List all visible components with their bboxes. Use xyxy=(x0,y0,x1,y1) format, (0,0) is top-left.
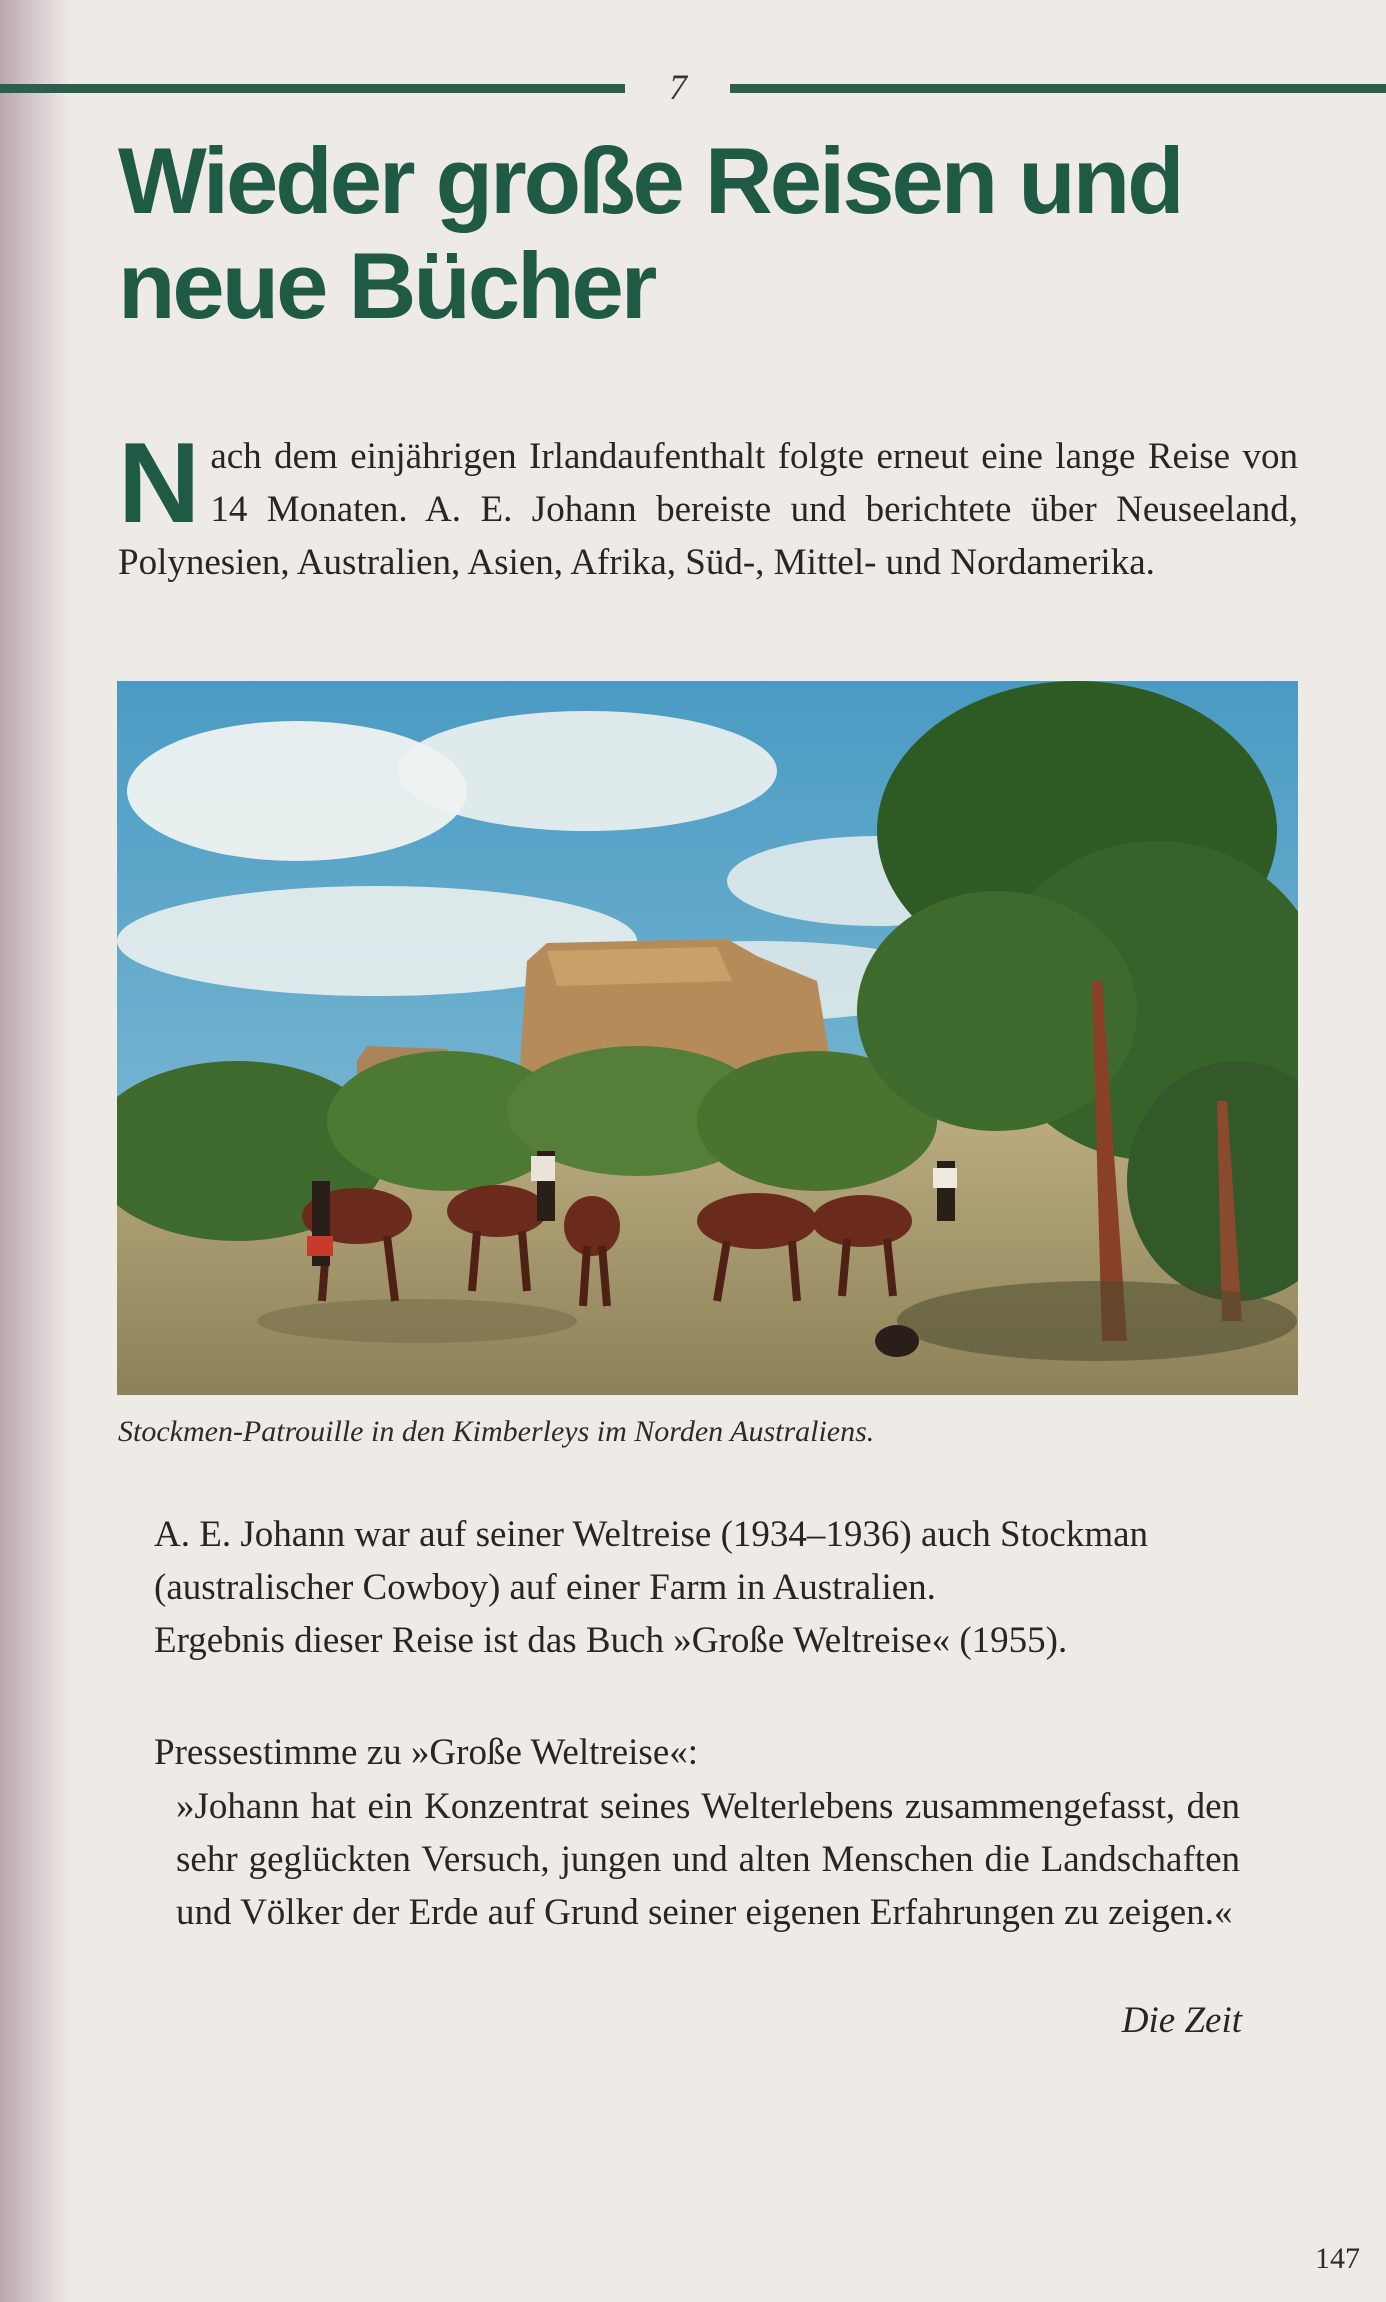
press-quote: »Johann hat ein Konzentrat seines Welterlebens zusammengefasst, den sehr geglückten Versuch, jungen und alten Menschen die Landschaften und Völker der Erde auf Grund seiner eigenen Erfahrungen zu zeigen.« xyxy=(176,1786,1240,1933)
book-spine-shadow xyxy=(0,0,70,2302)
chapter-rule-right xyxy=(730,84,1386,93)
chapter-title-line-1: Wieder große Reisen und xyxy=(118,128,1182,233)
press-label: Pressestimme zu »Große Weltreise«: xyxy=(154,1732,699,1773)
chapter-rule-left xyxy=(0,84,625,93)
photo-caption: Stockmen-Patrouille in den Kimberleys im Norden Australiens. xyxy=(118,1415,875,1448)
body-paragraph-1 xyxy=(118,1508,1298,1667)
chapter-title-line-2: neue Bücher xyxy=(118,233,655,338)
press-source: Die Zeit xyxy=(1121,2000,1242,2041)
intro-paragraph xyxy=(118,420,1298,589)
chapter-title xyxy=(118,128,1298,338)
page-number: 147 xyxy=(1315,2242,1360,2275)
stockmen-photo xyxy=(117,681,1298,1395)
intro-text: ach dem einjährigen Irlandaufenthalt folgte erneut eine lange Reise von 14 Monaten. A. E. Johann bereiste und berichtete über Neuseeland, Polynesien, Australien, Asien, Afrika, Süd-, Mittel- und Nordamerika. xyxy=(118,436,1298,583)
body-text-1: A. E. Johann war auf seiner Weltreise (1934–1936) auch Stockman (australischer Cowboy) auf einer Farm in Australien. xyxy=(154,1514,1149,1608)
body-text-2: Ergebnis dieser Reise ist das Buch »Große Weltreise« (1955). xyxy=(154,1620,1068,1661)
chapter-number: 7 xyxy=(669,67,687,107)
stockmen-photo-illustration xyxy=(117,681,1298,1395)
drop-cap: N xyxy=(118,420,201,547)
